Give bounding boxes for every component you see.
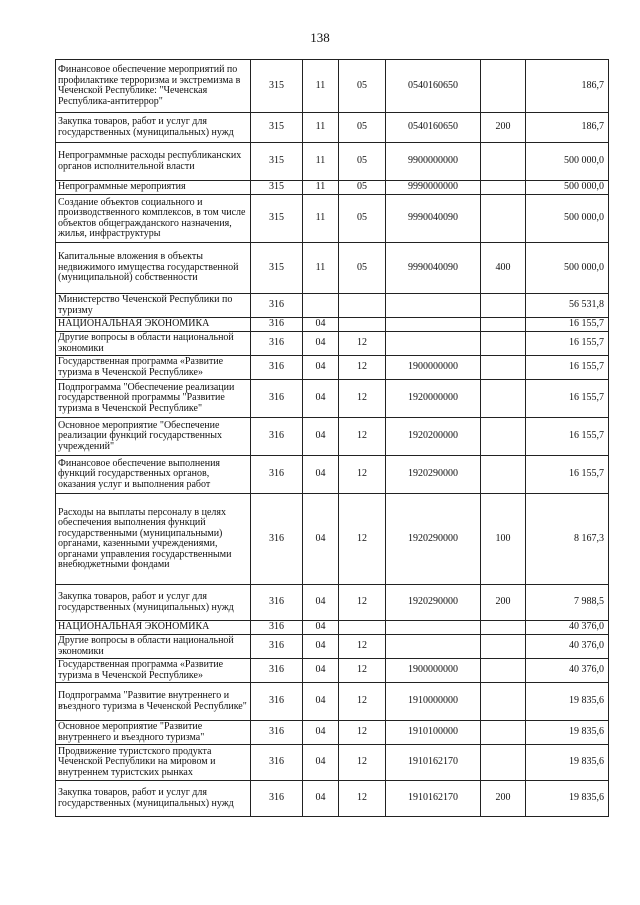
target-code-cell: 1900000000	[386, 356, 481, 380]
section-code-cell: 11	[303, 60, 339, 113]
admin-code-cell: 316	[251, 621, 303, 635]
admin-code-cell: 316	[251, 745, 303, 781]
admin-code-cell: 316	[251, 683, 303, 721]
admin-code-cell: 316	[251, 380, 303, 418]
subsection-code-cell: 05	[339, 181, 386, 195]
sum-cell: 40 376,0	[526, 659, 609, 683]
row-name-cell: Финансовое обеспечение мероприятий по профилактике терроризма и экстремизма в Чеченской Республике: "Чеченская Республика-антитеррор"	[56, 60, 251, 113]
section-code-cell: 04	[303, 456, 339, 494]
sum-cell: 16 155,7	[526, 380, 609, 418]
section-code-cell: 11	[303, 243, 339, 294]
row-name-cell: Закупка товаров, работ и услуг для государственных (муниципальных) нужд	[56, 113, 251, 143]
expense-type-cell	[481, 356, 526, 380]
admin-code-cell: 316	[251, 418, 303, 456]
section-code-cell: 11	[303, 181, 339, 195]
expense-type-cell: 100	[481, 494, 526, 585]
table-row	[56, 181, 609, 195]
subsection-code-cell: 12	[339, 635, 386, 659]
sum-cell: 19 835,6	[526, 745, 609, 781]
table-row	[56, 721, 609, 745]
subsection-code-cell	[339, 621, 386, 635]
subsection-code-cell: 12	[339, 721, 386, 745]
subsection-code-cell: 12	[339, 745, 386, 781]
admin-code-cell: 316	[251, 332, 303, 356]
subsection-code-cell: 12	[339, 781, 386, 817]
subsection-code-cell: 05	[339, 243, 386, 294]
admin-code-cell: 316	[251, 356, 303, 380]
admin-code-cell: 315	[251, 113, 303, 143]
expense-type-cell	[481, 60, 526, 113]
row-name-cell: Непрограммные мероприятия	[56, 181, 251, 195]
row-name-cell: Закупка товаров, работ и услуг для государственных (муниципальных) нужд	[56, 781, 251, 817]
row-name-cell: Непрограммные расходы республиканских органов исполнительной власти	[56, 143, 251, 181]
section-code-cell: 04	[303, 585, 339, 621]
expense-type-cell	[481, 332, 526, 356]
subsection-code-cell: 12	[339, 494, 386, 585]
target-code-cell: 0540160650	[386, 60, 481, 113]
table-row	[56, 659, 609, 683]
subsection-code-cell: 12	[339, 332, 386, 356]
expense-type-cell	[481, 659, 526, 683]
table-row	[56, 60, 609, 113]
admin-code-cell: 316	[251, 781, 303, 817]
target-code-cell: 1910162170	[386, 781, 481, 817]
budget-table	[55, 59, 609, 817]
sum-cell: 19 835,6	[526, 781, 609, 817]
expense-type-cell: 400	[481, 243, 526, 294]
admin-code-cell: 316	[251, 659, 303, 683]
section-code-cell: 11	[303, 113, 339, 143]
row-name-cell: Подпрограмма "Развитие внутреннего и въездного туризма в Чеченской Республике"	[56, 683, 251, 721]
expense-type-cell	[481, 380, 526, 418]
subsection-code-cell: 12	[339, 456, 386, 494]
section-code-cell: 04	[303, 635, 339, 659]
subsection-code-cell	[339, 318, 386, 332]
table-row	[56, 585, 609, 621]
table-row	[56, 243, 609, 294]
sum-cell: 16 155,7	[526, 418, 609, 456]
target-code-cell: 1900000000	[386, 659, 481, 683]
expense-type-cell	[481, 418, 526, 456]
admin-code-cell: 316	[251, 635, 303, 659]
sum-cell: 40 376,0	[526, 635, 609, 659]
subsection-code-cell: 12	[339, 380, 386, 418]
budget-table-body	[56, 60, 609, 817]
row-name-cell: Создание объектов социального и производственного комплексов, в том числе объектов общегражданского назначения, жилья, инфраструктуры	[56, 195, 251, 243]
admin-code-cell: 315	[251, 195, 303, 243]
admin-code-cell: 315	[251, 143, 303, 181]
row-name-cell: Другие вопросы в области национальной экономики	[56, 332, 251, 356]
table-row	[56, 456, 609, 494]
expense-type-cell	[481, 456, 526, 494]
target-code-cell: 1920290000	[386, 456, 481, 494]
sum-cell: 8 167,3	[526, 494, 609, 585]
sum-cell: 500 000,0	[526, 243, 609, 294]
target-code-cell: 0540160650	[386, 113, 481, 143]
expense-type-cell	[481, 745, 526, 781]
target-code-cell: 1910100000	[386, 721, 481, 745]
subsection-code-cell: 05	[339, 113, 386, 143]
table-row	[56, 356, 609, 380]
expense-type-cell: 200	[481, 113, 526, 143]
page-number: 138	[310, 30, 330, 45]
row-name-cell: Основное мероприятие "Обеспечение реализации функций государственных учреждений"	[56, 418, 251, 456]
table-row	[56, 621, 609, 635]
section-code-cell	[303, 294, 339, 318]
table-row	[56, 113, 609, 143]
table-row	[56, 494, 609, 585]
table-row	[56, 294, 609, 318]
row-name-cell: Другие вопросы в области национальной экономики	[56, 635, 251, 659]
expense-type-cell	[481, 294, 526, 318]
row-name-cell: Подпрограмма "Обеспечение реализации государственной программы "Развитие туризма в Чеченской Республике"	[56, 380, 251, 418]
sum-cell: 16 155,7	[526, 456, 609, 494]
sum-cell: 186,7	[526, 60, 609, 113]
expense-type-cell: 200	[481, 781, 526, 817]
subsection-code-cell: 05	[339, 60, 386, 113]
row-name-cell: Основное мероприятие "Развитие внутреннего и въездного туризма"	[56, 721, 251, 745]
target-code-cell: 9990000000	[386, 181, 481, 195]
target-code-cell	[386, 294, 481, 318]
row-name-cell: Финансовое обеспечение выполнения функций государственных органов, оказания услуг и выполнения работ	[56, 456, 251, 494]
target-code-cell	[386, 332, 481, 356]
target-code-cell: 1920290000	[386, 585, 481, 621]
target-code-cell: 1910162170	[386, 745, 481, 781]
table-row	[56, 380, 609, 418]
expense-type-cell	[481, 621, 526, 635]
expense-type-cell	[481, 143, 526, 181]
row-name-cell: НАЦИОНАЛЬНАЯ ЭКОНОМИКА	[56, 318, 251, 332]
target-code-cell: 1920000000	[386, 380, 481, 418]
admin-code-cell: 315	[251, 60, 303, 113]
admin-code-cell: 315	[251, 181, 303, 195]
row-name-cell: Продвижение туристского продукта Чеченской Республики на мировом и внутреннем туристских рынках	[56, 745, 251, 781]
row-name-cell: Государственная программа «Развитие туризма в Чеченской Республике»	[56, 356, 251, 380]
sum-cell: 500 000,0	[526, 195, 609, 243]
target-code-cell: 9990040090	[386, 243, 481, 294]
admin-code-cell: 316	[251, 721, 303, 745]
expense-type-cell	[481, 683, 526, 721]
admin-code-cell: 316	[251, 456, 303, 494]
table-row	[56, 683, 609, 721]
row-name-cell: Капитальные вложения в объекты недвижимого имущества государственной (муниципальной) собственности	[56, 243, 251, 294]
section-code-cell: 04	[303, 721, 339, 745]
expense-type-cell	[481, 181, 526, 195]
subsection-code-cell: 12	[339, 659, 386, 683]
admin-code-cell: 316	[251, 585, 303, 621]
section-code-cell: 04	[303, 494, 339, 585]
sum-cell: 16 155,7	[526, 332, 609, 356]
table-row	[56, 635, 609, 659]
section-code-cell: 04	[303, 621, 339, 635]
table-row	[56, 745, 609, 781]
row-name-cell: Государственная программа «Развитие туризма в Чеченской Республике»	[56, 659, 251, 683]
section-code-cell: 04	[303, 380, 339, 418]
table-row	[56, 318, 609, 332]
table-row	[56, 143, 609, 181]
sum-cell: 16 155,7	[526, 318, 609, 332]
section-code-cell: 04	[303, 659, 339, 683]
subsection-code-cell: 05	[339, 195, 386, 243]
subsection-code-cell	[339, 294, 386, 318]
section-code-cell: 04	[303, 418, 339, 456]
target-code-cell	[386, 318, 481, 332]
row-name-cell: Министерство Чеченской Республики по туризму	[56, 294, 251, 318]
admin-code-cell: 316	[251, 294, 303, 318]
sum-cell: 186,7	[526, 113, 609, 143]
target-code-cell: 1920290000	[386, 494, 481, 585]
target-code-cell: 1920200000	[386, 418, 481, 456]
sum-cell: 16 155,7	[526, 356, 609, 380]
expense-type-cell	[481, 721, 526, 745]
expense-type-cell	[481, 635, 526, 659]
table-row	[56, 195, 609, 243]
subsection-code-cell: 12	[339, 418, 386, 456]
section-code-cell: 04	[303, 356, 339, 380]
section-code-cell: 11	[303, 195, 339, 243]
admin-code-cell: 316	[251, 318, 303, 332]
subsection-code-cell: 05	[339, 143, 386, 181]
table-row	[56, 332, 609, 356]
target-code-cell: 9990040090	[386, 195, 481, 243]
row-name-cell: Закупка товаров, работ и услуг для государственных (муниципальных) нужд	[56, 585, 251, 621]
sum-cell: 56 531,8	[526, 294, 609, 318]
sum-cell: 7 988,5	[526, 585, 609, 621]
section-code-cell: 04	[303, 781, 339, 817]
sum-cell: 19 835,6	[526, 721, 609, 745]
sum-cell: 19 835,6	[526, 683, 609, 721]
subsection-code-cell: 12	[339, 356, 386, 380]
target-code-cell: 1910000000	[386, 683, 481, 721]
subsection-code-cell: 12	[339, 683, 386, 721]
row-name-cell: НАЦИОНАЛЬНАЯ ЭКОНОМИКА	[56, 621, 251, 635]
row-name-cell: Расходы на выплаты персоналу в целях обеспечения выполнения функций государственными (муниципальными) органами, казенными учреждениями, органами управления государственными внебюджетными фондами	[56, 494, 251, 585]
table-row	[56, 781, 609, 817]
section-code-cell: 04	[303, 745, 339, 781]
sum-cell: 500 000,0	[526, 181, 609, 195]
admin-code-cell: 316	[251, 494, 303, 585]
target-code-cell	[386, 635, 481, 659]
expense-type-cell	[481, 195, 526, 243]
section-code-cell: 04	[303, 683, 339, 721]
table-row	[56, 418, 609, 456]
section-code-cell: 04	[303, 318, 339, 332]
admin-code-cell: 315	[251, 243, 303, 294]
sum-cell: 40 376,0	[526, 621, 609, 635]
sum-cell: 500 000,0	[526, 143, 609, 181]
expense-type-cell	[481, 318, 526, 332]
section-code-cell: 04	[303, 332, 339, 356]
target-code-cell: 9900000000	[386, 143, 481, 181]
target-code-cell	[386, 621, 481, 635]
section-code-cell: 11	[303, 143, 339, 181]
expense-type-cell: 200	[481, 585, 526, 621]
subsection-code-cell: 12	[339, 585, 386, 621]
